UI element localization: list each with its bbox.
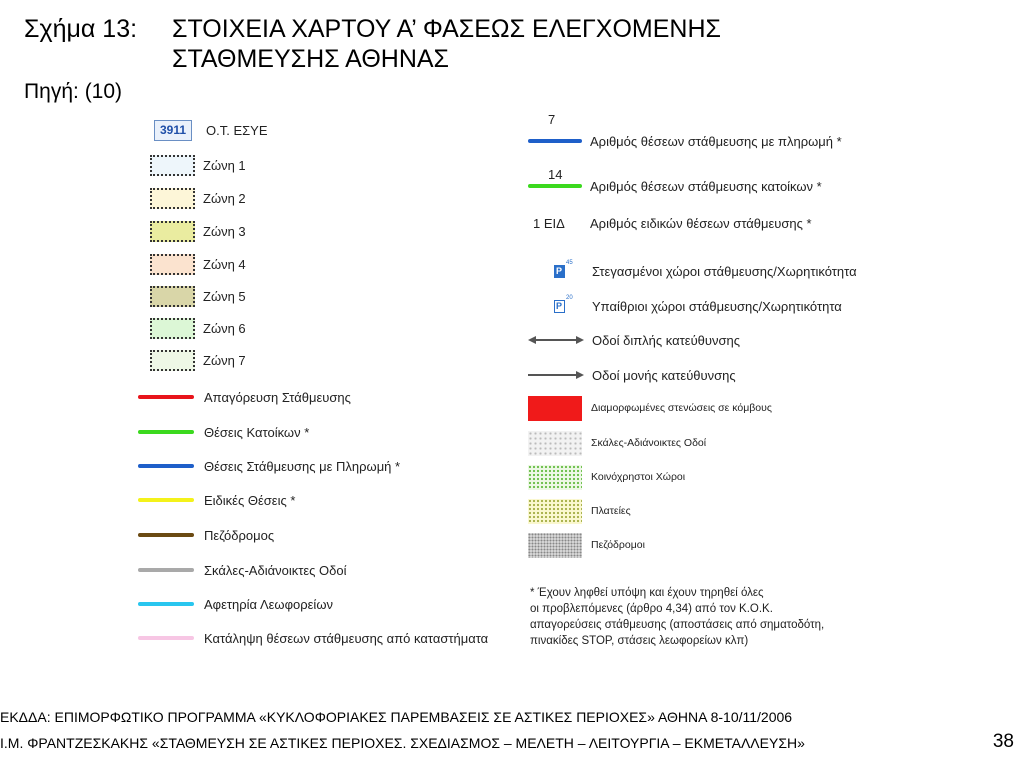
page-number: 38 (992, 731, 1014, 752)
residents-line-symbol (138, 430, 194, 434)
zone-label: Ζώνη 3 (203, 223, 246, 239)
ot-label: Ο.Τ. ΕΣΥΕ (206, 122, 268, 138)
squares-swatch (528, 499, 582, 524)
stairs-area-swatch (528, 431, 582, 456)
legend-line-row (138, 419, 309, 445)
legend-two-way-row (528, 327, 740, 353)
pedestrian-street-line-symbol (138, 533, 194, 537)
ot-code-box: 3911 (154, 120, 192, 141)
legend-zone-row (150, 152, 246, 178)
legend-line-row (138, 591, 333, 617)
legend-line-row (138, 557, 347, 583)
line-label: Ειδικές Θέσεις * (204, 492, 296, 508)
legend-zone-row (150, 218, 246, 244)
legend-zone-row (150, 185, 246, 211)
legend-open-parking-row (528, 293, 842, 319)
zone-label: Ζώνη 7 (203, 352, 246, 368)
zone-5-swatch (150, 286, 195, 307)
area-label: Πεζόδρομοι (591, 539, 645, 551)
paid-parking-line-symbol (138, 464, 194, 468)
legend-line-row (138, 522, 274, 548)
paid-count-number: 7 (548, 112, 556, 127)
special-count-symbol: 1 ΕΙΔ (533, 215, 565, 231)
line-label: Κατάληψη θέσεων στάθμευσης από καταστήματα (204, 630, 489, 646)
residents-count-line-symbol (528, 184, 582, 188)
one-way-label: Οδοί μονής κατεύθυνσης (592, 367, 736, 383)
line-label: Θέσεις Κατοίκων * (204, 424, 310, 440)
legend-area-row (528, 464, 685, 490)
paid-count-line-symbol (528, 139, 582, 143)
special-count-label: Αριθμός ειδικών θέσεων στάθμευσης * (590, 215, 812, 231)
title-line-1: ΣΤΟΙΧΕΙΑ ΧΑΡΤΟΥ Α’ ΦΑΣΕΩΣ ΕΛΕΓΧΟΜΕΝΗΣ (172, 15, 721, 43)
legend-paid-row (528, 128, 842, 154)
special-spots-line-symbol (138, 498, 194, 502)
line-label: Θέσεις Στάθμευσης με Πληρωμή * (204, 458, 401, 474)
legend-line-row (138, 625, 488, 651)
pedestrian-areas-swatch (528, 533, 582, 558)
zone-3-swatch (150, 221, 195, 242)
legend-one-way-row (528, 362, 736, 388)
legend-residents-row (528, 173, 822, 199)
figure-label: Σχήμα 13: (24, 15, 138, 43)
footnote: * Έχουν ληφθεί υπόψη και έχουν τηρηθεί όλες οι προβλεπόμενες (άρθρο 4,34) από τον Κ.Ο.Κ. απαγορεύσεις στάθμευσης (αποστάσεις από σηματοδότη, πινακίδες STOP, στάσεις λεωφορείων κλπ) (530, 587, 825, 647)
two-way-label: Οδοί διπλής κατεύθυνσης (592, 332, 741, 348)
stairs-line-symbol (138, 568, 194, 572)
zone-label: Ζώνη 4 (203, 256, 246, 272)
legend-area-row (528, 498, 631, 524)
legend-line-row (138, 453, 400, 479)
line-label: Πεζόδρομος (204, 527, 275, 543)
legend-area-row (528, 395, 772, 421)
bus-terminal-line-symbol (138, 602, 194, 606)
common-areas-swatch (528, 465, 582, 490)
open-parking-icon: P 20 (528, 300, 590, 313)
residents-count-number: 14 (548, 167, 563, 182)
legend-ot-row (150, 117, 268, 143)
zone-2-swatch (150, 188, 195, 209)
two-way-arrow-icon (528, 334, 584, 346)
legend-area-row (528, 430, 706, 456)
legend-covered-parking-row (528, 258, 857, 284)
line-label: Απαγόρευση Στάθμευσης (204, 389, 351, 405)
zone-7-swatch (150, 350, 195, 371)
zone-4-swatch (150, 254, 195, 275)
legend-line-row (138, 487, 295, 513)
right-legend (528, 110, 898, 580)
left-legend (150, 117, 520, 652)
title-line-2: ΣΤΑΘΜΕΥΣΗΣ ΑΘΗΝΑΣ (172, 45, 450, 73)
area-label: Σκάλες-Αδιάνοικτες Οδοί (591, 437, 707, 449)
paid-count-label: Αριθμός θέσεων στάθμευσης με πληρωμή * (590, 133, 842, 149)
legend-zone-row (150, 283, 246, 309)
zone-1-swatch (150, 155, 195, 176)
footer-line-2: Ι.Μ. ΦΡΑΝΤΖΕΣΚΑΚΗΣ «ΣΤΑΘΜΕΥΣΗ ΣΕ ΑΣΤΙΚΕΣ ΠΕΡΙΟΧΕΣ. ΣΧΕΔΙΑΣΜΟΣ – ΜΕΛΕΤΗ – ΛΕΙΤΟΥΡΓΙΑ – ΕΚΜΕΤΑΛΛΕΥΣΗ» (0, 735, 805, 751)
area-label: Κοινόχρηστοι Χώροι (591, 471, 686, 483)
line-label: Σκάλες-Αδιάνοικτες Οδοί (204, 562, 347, 578)
residents-count-label: Αριθμός θέσεων στάθμευσης κατοίκων * (590, 178, 822, 194)
covered-parking-label: Στεγασμένοι χώροι στάθμευσης/Χωρητικότητα (592, 263, 857, 279)
zone-label: Ζώνη 5 (203, 288, 246, 304)
zone-label: Ζώνη 2 (203, 190, 246, 206)
legend-zone-row (150, 347, 246, 373)
footer-line-1: ΕΚΔΔΑ: ΕΠΙΜΟΡΦΩΤΙΚΟ ΠΡΟΓΡΑΜΜΑ «ΚΥΚΛΟΦΟΡΙΑΚΕΣ ΠΑΡΕΜΒΑΣΕΙΣ ΣΕ ΑΣΤΙΚΕΣ ΠΕΡΙΟΧΕΣ» ΑΘΗΝΑ 8-10/11/2006 (0, 709, 793, 725)
area-label: Διαμορφωμένες στενώσεις σε κόμβους (591, 402, 772, 414)
zone-6-swatch (150, 318, 195, 339)
source-text: Πηγή: (10) (24, 80, 123, 103)
narrowing-swatch (528, 396, 582, 421)
legend-special-row (528, 210, 812, 236)
legend-area-row (528, 532, 645, 558)
legend-zone-row (150, 315, 246, 341)
covered-parking-icon: P 45 (528, 265, 590, 278)
one-way-arrow-icon (528, 369, 584, 381)
shop-occupation-line-symbol (138, 636, 194, 640)
zone-label: Ζώνη 1 (203, 157, 246, 173)
zone-label: Ζώνη 6 (203, 320, 246, 336)
area-label: Πλατείες (591, 505, 631, 517)
line-label: Αφετηρία Λεωφορείων (204, 596, 333, 612)
open-parking-label: Υπαίθριοι χώροι στάθμευσης/Χωρητικότητα (592, 298, 842, 314)
no-parking-line-symbol (138, 395, 194, 399)
legend-zone-row (150, 251, 246, 277)
legend-line-row (138, 384, 351, 410)
